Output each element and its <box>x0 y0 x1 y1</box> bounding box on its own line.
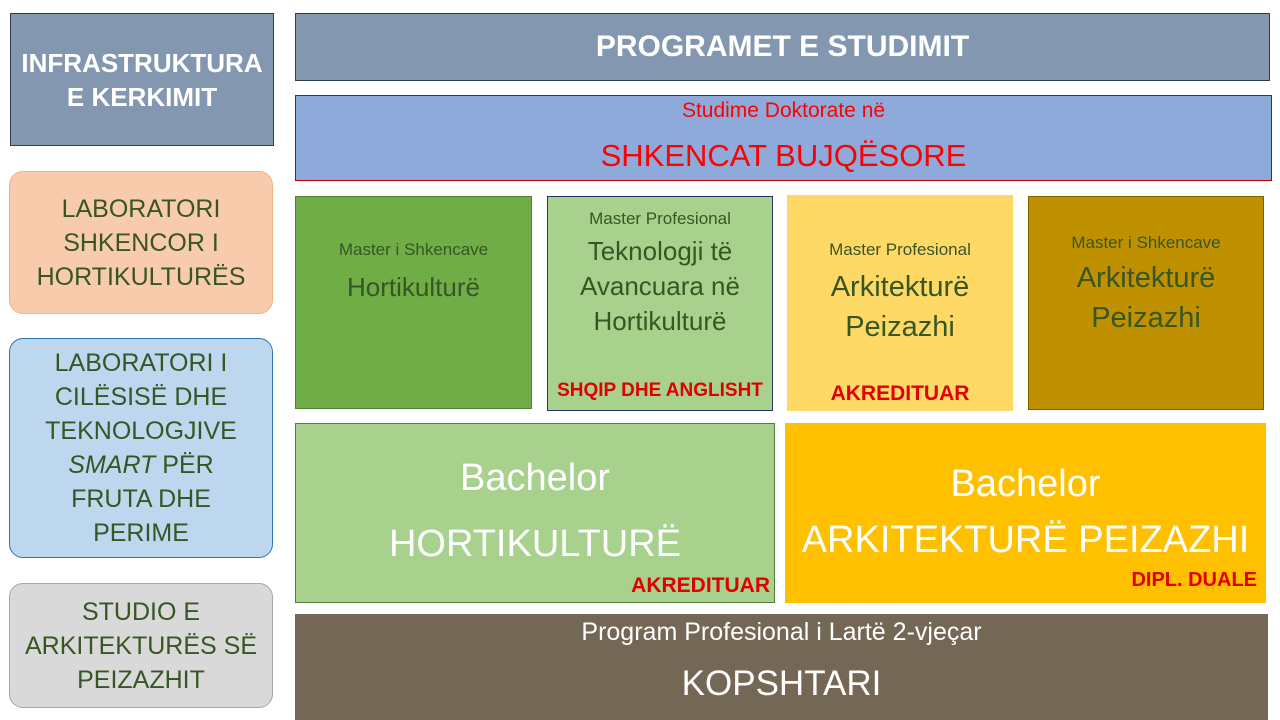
lab-horticulture-line-2: SHKENCOR I <box>63 228 219 257</box>
lab-smart-line-3: TEKNOLOGJIVE <box>45 417 237 445</box>
bachelor-level: Bachelor <box>950 463 1101 505</box>
lab-smart-italic-word: SMART <box>68 451 156 479</box>
bachelor-box-landscape <box>785 423 1266 603</box>
master-level: Master i Shkencave <box>1071 233 1221 252</box>
programs-title: PROGRAMET E STUDIMIT <box>595 30 970 63</box>
lab-horticulture-line-3: HORTIKULTURËS <box>36 262 246 291</box>
language-tag: SHQIP DHE ANGLISHT <box>557 380 763 401</box>
lab-smart-line-2: CILËSISË DHE <box>54 383 228 411</box>
master-box-horticulture <box>295 196 532 409</box>
professional-title: KOPSHTARI <box>681 664 882 703</box>
accreditation-tag: AKREDITUAR <box>830 382 970 405</box>
master-title-line: Avancuara në <box>580 271 740 301</box>
professional-program-box <box>295 614 1268 720</box>
master-title-line: Arkitekturë <box>1076 262 1216 294</box>
master-box-landscape-professional <box>787 195 1013 411</box>
lab-smart-line-4 <box>68 448 213 482</box>
lab-smart-line-5: FRUTA DHE <box>71 485 211 513</box>
studio-line-1: STUDIO E <box>81 597 201 626</box>
master-title-line: Peizazhi <box>1091 302 1201 334</box>
studio-line-2: ARKITEKTURËS SË <box>25 631 257 660</box>
master-level: Master Profesional <box>829 240 971 259</box>
master-level: Master i Shkencave <box>338 240 489 259</box>
infrastructure-line-2: E KERKIMIT <box>66 81 218 112</box>
master-title-line: Hortikulturë <box>593 306 727 336</box>
bachelor-level: Bachelor <box>460 457 610 499</box>
professional-subtitle: Program Profesional i Lartë 2-vjeçar <box>581 618 982 646</box>
master-box-landscape-science <box>1028 196 1264 410</box>
master-title-line: Peizazhi <box>845 311 955 343</box>
doctoral-title: SHKENCAT BUJQËSORE <box>600 138 967 173</box>
lab-smart-line-1: LABORATORI I <box>54 349 228 377</box>
lab-horticulture-box <box>9 171 273 314</box>
lab-smart-line-6: PERIME <box>93 519 189 547</box>
studio-box <box>9 583 273 708</box>
master-title-line: Arkitekturë <box>830 271 970 303</box>
infrastructure-box <box>10 13 274 146</box>
lab-horticulture-line-1: LABORATORI <box>61 194 221 223</box>
infrastructure-line-1: INFRASTRUKTURA <box>21 47 263 78</box>
lab-smart-line-4-rest: PËR <box>155 451 214 479</box>
lab-smart-box <box>9 338 273 558</box>
master-title-line: Teknologji të <box>587 236 733 266</box>
dual-diploma-tag: DIPL. DUALE <box>1131 569 1257 591</box>
doctoral-box <box>295 95 1272 181</box>
master-level: Master Profesional <box>589 209 731 228</box>
bachelor-title: ARKITEKTURË PEIZAZHI <box>801 519 1250 561</box>
bachelor-box-horticulture <box>295 423 775 603</box>
programs-header <box>295 13 1270 81</box>
master-box-advanced-tech <box>547 196 773 411</box>
master-title-line: Hortikulturë <box>347 272 480 302</box>
bachelor-title: HORTIKULTURË <box>388 523 682 565</box>
doctoral-subtitle: Studime Doktorate në <box>681 99 886 122</box>
accreditation-tag: AKREDITUAR <box>631 574 770 597</box>
studio-line-3: PEIZAZHIT <box>77 665 205 694</box>
